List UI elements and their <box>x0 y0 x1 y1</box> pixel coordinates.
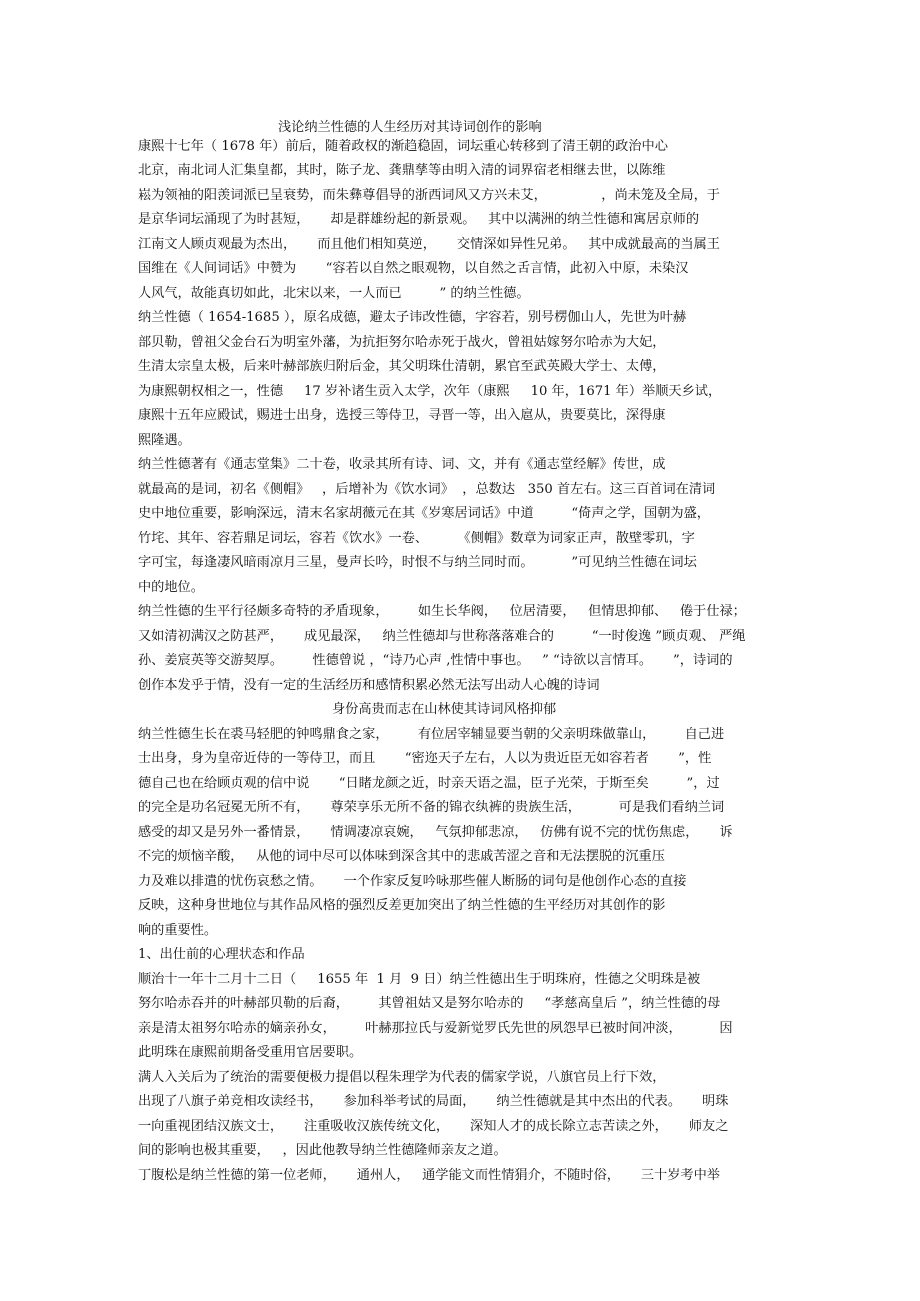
paragraph-line: 康熙十七年（ 1678 年）前后，随着政权的渐趋稳固，词坛重心转移到了清王朝的政治中心 <box>138 139 668 154</box>
section-heading: 1、出仕前的心理状态和作品 <box>138 947 305 962</box>
paragraph-line: 中的地位。 <box>138 580 204 595</box>
paragraph-line: 感受的却又是另外一番情景， 情调凄凉哀婉， 气氛抑郁悲凉， 仿佛有说不完的忧伤焦虑， 诉 <box>138 825 733 840</box>
paragraph-line: 一向重视团结汉族文士， 注重吸收汉族传统文化， 深知人才的成长除立志苦读之外， 师友之 <box>138 1119 729 1134</box>
paragraph-line: 此明珠在康熙前期备受重用官居要职。 <box>138 1045 363 1060</box>
paragraph-line: 力及难以排遣的忧伤哀愁之情。 一个作家反复吟咏那些催人断肠的词句是他创作心态的直接 <box>138 874 687 889</box>
paragraph-line: 北京，南北词人汇集皇都，其时，陈子龙、龚鼎孳等由明入清的词界宿老相继去世，以陈维 <box>138 163 666 178</box>
paragraph-line: 又如清初满汉之防甚严， 成见最深， 纳兰性德却与世称落落难合的 “一时俊逸 ”顾贞观、 严绳 <box>138 629 746 644</box>
paragraph-line: 熙隆遇。 <box>138 433 191 448</box>
paragraph-line: 德自己也在给顾贞观的信中说 “日睹龙颜之近，时亲天语之温，臣子光荣，于斯至矣 ”，过 <box>138 776 720 791</box>
paragraph-line: 史中地位重要，影响深远，清末名家胡薇元在其《岁寒居词话》中道 “倚声之学，国朝为盛， <box>138 506 710 521</box>
paragraph-line: 国维在《人间词话》中赞为 “容若以自然之眼观物，以自然之舌言情，此初入中原，未染汉 <box>138 261 689 276</box>
paragraph-line: 就最高的是词，初名《侧帽》 ，后增补为《饮水词》 ，总数达 350 首左右。这三百首词在清词 <box>138 482 716 497</box>
paragraph-line: 反映，这种身世地位与其作品风格的强烈反差更加突出了纳兰性德的生平经历对其创作的影 <box>138 898 666 913</box>
paragraph-line: 字可宝，每逢凄风暗雨凉月三星，曼声长吟，时恨不与纳兰同时而。 ”可见纳兰性德在词坛 <box>138 555 697 570</box>
paragraph-line: 是京华词坛涌现了为时甚短， 却是群雄纷起的新景观。 其中以满洲的纳兰性德和寓居京师的 <box>138 212 700 227</box>
paragraph-line: 部贝勒，曾祖父金台石为明室外藩，为抗拒努尔哈赤死于战火，曾祖姑嫁努尔哈赤为大妃， <box>138 335 666 350</box>
paragraph-line: 不完的烦恼辛酸， 从他的词中尽可以体味到深含其中的悲戚苦涩之音和无法摆脱的沉重压 <box>138 849 665 864</box>
paragraph-line: 出现了八旗子弟竞相攻读经书， 参加科举考试的局面， 纳兰性德就是其中杰出的代表。 明珠 <box>138 1094 729 1109</box>
paragraph-line: 纳兰性德（ 1654-1685 ），原名成德，避太子讳改性德，字容若，别号楞伽山人，先世为叶赫 <box>138 310 687 325</box>
paragraph-line: 人风气，故能真切如此，北宋以来，一人而已 ” 的纳兰性德。 <box>138 286 530 301</box>
paragraph-line: 创作本发乎于情，没有一定的生活经历和感情积累必然无法写出动人心魄的诗词 <box>138 678 600 693</box>
paragraph-line: 顺治十一年十二月十二日（ 1655 年 1 月 9 日）纳兰性德出生于明珠府，性德之父明珠是被 <box>138 972 701 987</box>
paragraph-line: 生清太宗皇太极，后来叶赫部族归附后金，其父明珠仕清朝，累官至武英殿大学士、太傅， <box>138 359 666 374</box>
paragraph-line: 士出身，身为皇帝近侍的一等侍卫，而且 “密迩天子左右，人以为贵近臣无如容若者 ”，性 <box>138 751 712 766</box>
paragraph-line: 竹垞、其年、容若鼎足词坛，容若《饮水》一卷、 《侧帽》数章为词家正声，散壁零玑，字 <box>138 531 695 546</box>
paragraph-line: 响的重要性。 <box>138 923 218 938</box>
section-subheading: 身份高贵而志在山林使其诗词风格抑郁 <box>332 702 557 717</box>
paragraph-line: 满人入关后为了统治的需要便极力提倡以程朱理学为代表的儒家学说，八旗官员上行下效， <box>138 1070 666 1085</box>
paragraph-line: 江南文人顾贞观最为杰出， 而且他们相知莫逆， 交情深如异性兄弟。 其中成就最高的当属王 <box>138 237 720 252</box>
paragraph-line: 纳兰性德的生平行径颇多奇特的矛盾现象， 如生长华阀， 位居清要， 但情思抑郁、 倦于仕禄； <box>138 604 746 619</box>
paragraph-line: 纳兰性德著有《通志堂集》二十卷，收录其所有诗、词、文，并有《通志堂经解》传世，成 <box>138 457 666 472</box>
paragraph-line: 的完全是功名冠冕无所不有， 尊荣享乐无所不备的锦衣纨裤的贵族生活， 可是我们看纳兰词 <box>138 800 725 815</box>
paragraph-line: 崧为领袖的阳羡词派已呈衰势，而朱彝尊倡导的浙西词风又方兴未艾， ，尚未笼及全局，于 <box>138 188 720 203</box>
paragraph-line: 康熙十五年应殿试，赐进士出身，选授三等侍卫，寻晋一等，出入扈从，贵要莫比，深得康 <box>138 408 666 423</box>
paragraph-line: 努尔哈赤吞并的叶赫部贝勒的后裔， 其曾祖姑又是努尔哈赤的 “孝慈高皇后 ”，纳兰性德的母 <box>138 996 721 1011</box>
paragraph-line: 丁腹松是纳兰性德的第一位老师， 通州人， 通学能文而性情狷介，不随时俗， 三十岁考中举 <box>138 1168 720 1183</box>
paragraph-line: 间的影响也极其重要， ，因此他教导纳兰性德隆师亲友之道。 <box>138 1143 507 1158</box>
document-title: 浅论纳兰性德的人生经历对其诗词创作的影响 <box>278 120 542 135</box>
paragraph-line: 纳兰性德生长在裘马轻肥的钟鸣鼎食之家， 有位居宰辅显要当朝的父亲明珠做靠山， 自己进 <box>138 727 725 742</box>
paragraph-line: 为康熙朝权相之一，性德 17 岁补诸生贡入太学，次年（康熙 10 年，1671 年）举顺天乡试， <box>138 384 722 399</box>
paragraph-line: 孙、姜宸英等交游契厚。 性德曾说 ，“诗乃心声 ,性情中事也。 ” “诗欲以言情耳。 ”，诗词的 <box>138 653 733 668</box>
paragraph-line: 亲是清太祖努尔哈赤的嫡亲孙女， 叶赫那拉氏与爱新觉罗氏先世的夙怨早已被时间冲淡， 因 <box>138 1021 733 1036</box>
